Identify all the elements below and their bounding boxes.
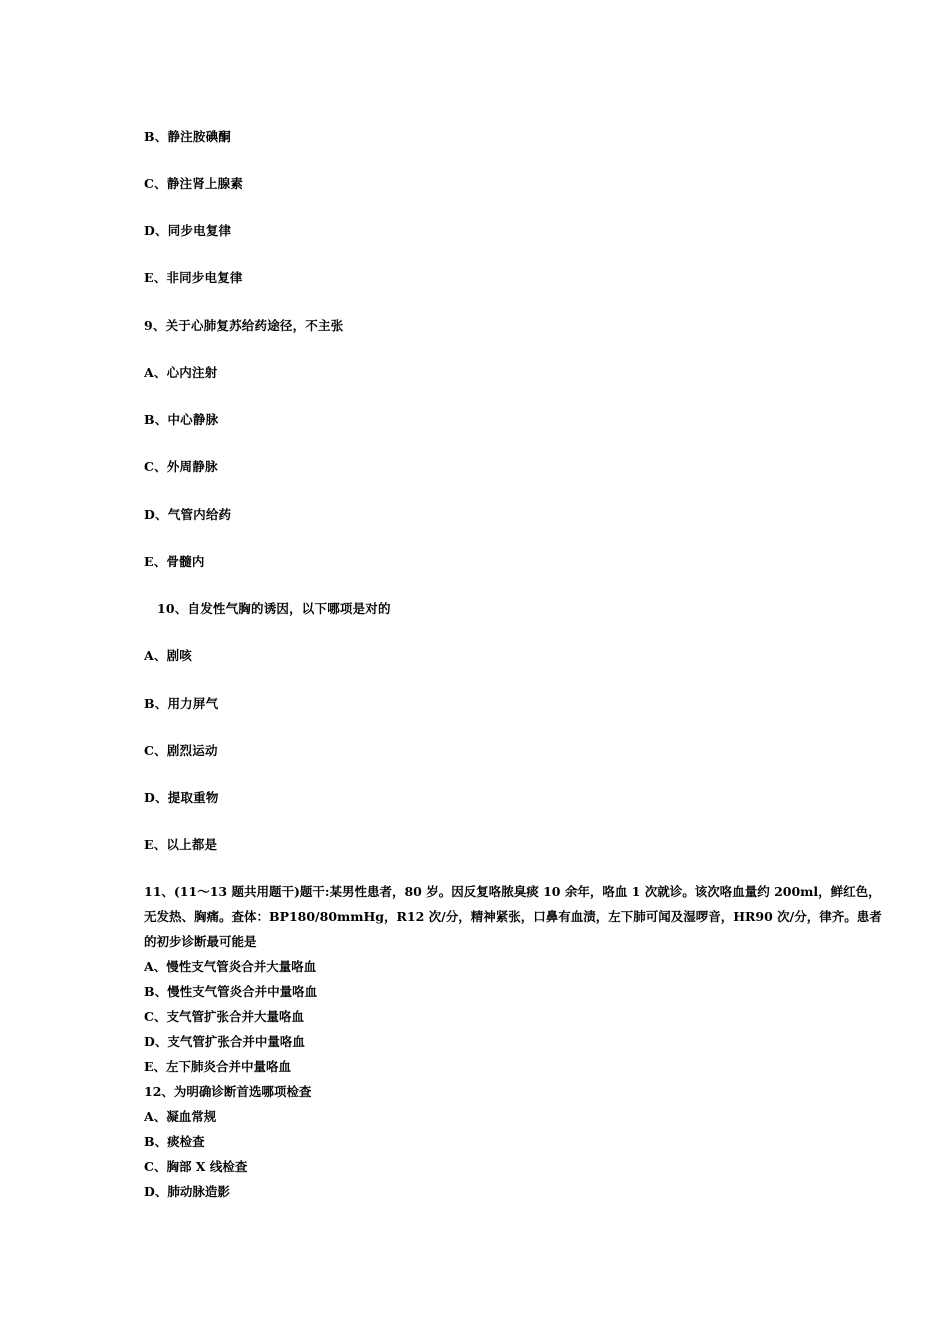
q11-stem-line: 11、(11～13 题共用题干)题干:某男性患者，80 岁。因反复咯脓臭痰 10 余年，咯血 1 次就诊。该次咯血量约 200ml，鲜红色，	[144, 884, 881, 899]
q9-option-d: D、气管内给药	[144, 507, 232, 522]
q9-option-e: E、骨髓内	[144, 554, 205, 569]
q10-stem: 10、自发性气胸的诱因，以下哪项是对的	[157, 601, 391, 616]
q10-option-d: D、提取重物	[144, 790, 219, 805]
q10-option-a: A、剧咳	[144, 648, 192, 663]
q8-option-e: E、非同步电复律	[144, 270, 243, 285]
q9-stem: 9、关于心肺复苏给药途径，不主张	[144, 318, 344, 333]
q9-option-c: C、外周静脉	[144, 459, 218, 474]
q11-option-b: B、慢性支气管炎合并中量咯血	[144, 984, 318, 999]
q11-block	[144, 879, 882, 1204]
q11-option-e: E、左下肺炎合并中量咯血	[144, 1059, 292, 1074]
q12-option-d: D、肺动脉造影	[144, 1184, 230, 1199]
q12-option-c: C、胸部 X 线检查	[144, 1159, 248, 1174]
q11-stem-line: 的初步诊断最可能是	[144, 934, 257, 949]
q12-option-a: A、凝血常规	[144, 1109, 217, 1124]
q11-option-d: D、支气管扩张合并中量咯血	[144, 1034, 305, 1049]
q10-option-c: C、剧烈运动	[144, 743, 218, 758]
q11-option-c: C、支气管扩张合并大量咯血	[144, 1009, 304, 1024]
q9-option-b: B、中心静脉	[144, 412, 219, 427]
q8-option-c: C、静注肾上腺素	[144, 176, 244, 191]
q10-option-e: E、以上都是	[144, 837, 218, 852]
q11-stem-line: 无发热、胸痛。查体：BP180/80mmHg，R12 次/分，精神紧张，口鼻有血渍，左下肺可闻及湿啰音，HR90 次/分，律齐。患者	[144, 909, 882, 924]
q12-stem: 12、为明确诊断首选哪项检查	[144, 1084, 312, 1099]
q11-option-a: A、慢性支气管炎合并大量咯血	[144, 959, 317, 974]
q12-option-b: B、痰检查	[144, 1134, 205, 1149]
q8-option-d: D、同步电复律	[144, 223, 232, 238]
q8-option-b: B、静注胺碘酮	[144, 129, 231, 144]
q9-option-a: A、心内注射	[144, 365, 218, 380]
q10-option-b: B、用力屏气	[144, 696, 219, 711]
